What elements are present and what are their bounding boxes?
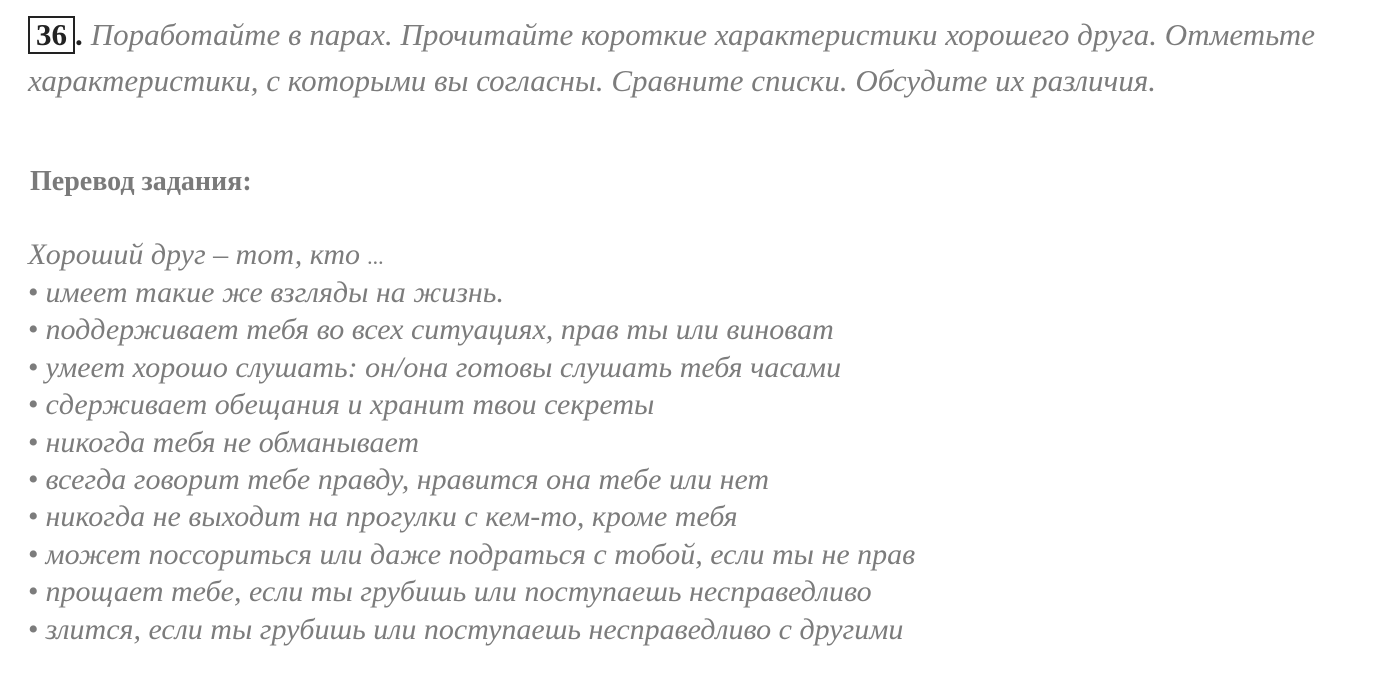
- list-item: [28, 349, 915, 386]
- list-item-text: всегда говорит тебе правду, нравится она тебе или нет: [45, 462, 770, 496]
- list-item-text: злится, если ты грубишь или поступаешь несправедливо с другими: [45, 612, 904, 646]
- bullet-icon: •: [28, 575, 39, 609]
- task-statement: [28, 12, 1368, 104]
- bullet-icon: •: [28, 388, 39, 422]
- bullet-icon: •: [28, 313, 39, 347]
- translation-heading: Перевод задания:: [30, 166, 252, 197]
- friend-intro: [28, 236, 915, 274]
- task-number-dot: .: [75, 17, 83, 52]
- list-item: [28, 386, 915, 423]
- list-item-text: поддерживает тебя во всех ситуациях, прав ты или виноват: [45, 313, 834, 347]
- list-item-text: имеет такие же взгляды на жизнь.: [45, 276, 504, 309]
- bullet-icon: •: [28, 276, 39, 309]
- friend-intro-text: Хороший друг – тот, кто: [28, 238, 361, 271]
- list-item-text: никогда не выходит на прогулки с кем-то, кроме тебя: [45, 500, 738, 534]
- list-item-text: никогда тебя не обманывает: [45, 425, 420, 459]
- bullet-icon: •: [28, 350, 39, 384]
- list-item-text: умеет хорошо слушать: он/она готовы слушать тебя часами: [45, 350, 842, 384]
- list-item: [28, 274, 915, 311]
- list-item: [28, 311, 915, 348]
- bullet-icon: •: [28, 612, 39, 646]
- list-item: [28, 461, 915, 498]
- task-text: Поработайте в парах. Прочитайте короткие характеристики хорошего друга. Отметьте характеристики, с которыми вы согласны. Сравните списки. Обсудите их различия.: [28, 17, 1315, 98]
- list-item: [28, 536, 915, 573]
- friend-intro-ellipsis: ...: [367, 244, 385, 269]
- traits-list: [28, 274, 915, 648]
- bullet-icon: •: [28, 500, 39, 534]
- bullet-icon: •: [28, 537, 39, 571]
- list-item: [28, 498, 915, 535]
- list-item-text: прощает тебе, если ты грубишь или поступаешь несправедливо: [45, 575, 872, 609]
- friend-characteristics: [28, 236, 915, 648]
- list-item-text: может поссориться или даже подраться с тобой, если ты не прав: [45, 537, 916, 571]
- task-number-box: 36: [28, 16, 75, 54]
- bullet-icon: •: [28, 462, 39, 496]
- list-item: [28, 424, 915, 461]
- list-item-text: сдерживает обещания и хранит твои секреты: [45, 388, 655, 422]
- list-item: [28, 611, 915, 648]
- list-item: [28, 573, 915, 610]
- bullet-icon: •: [28, 425, 39, 459]
